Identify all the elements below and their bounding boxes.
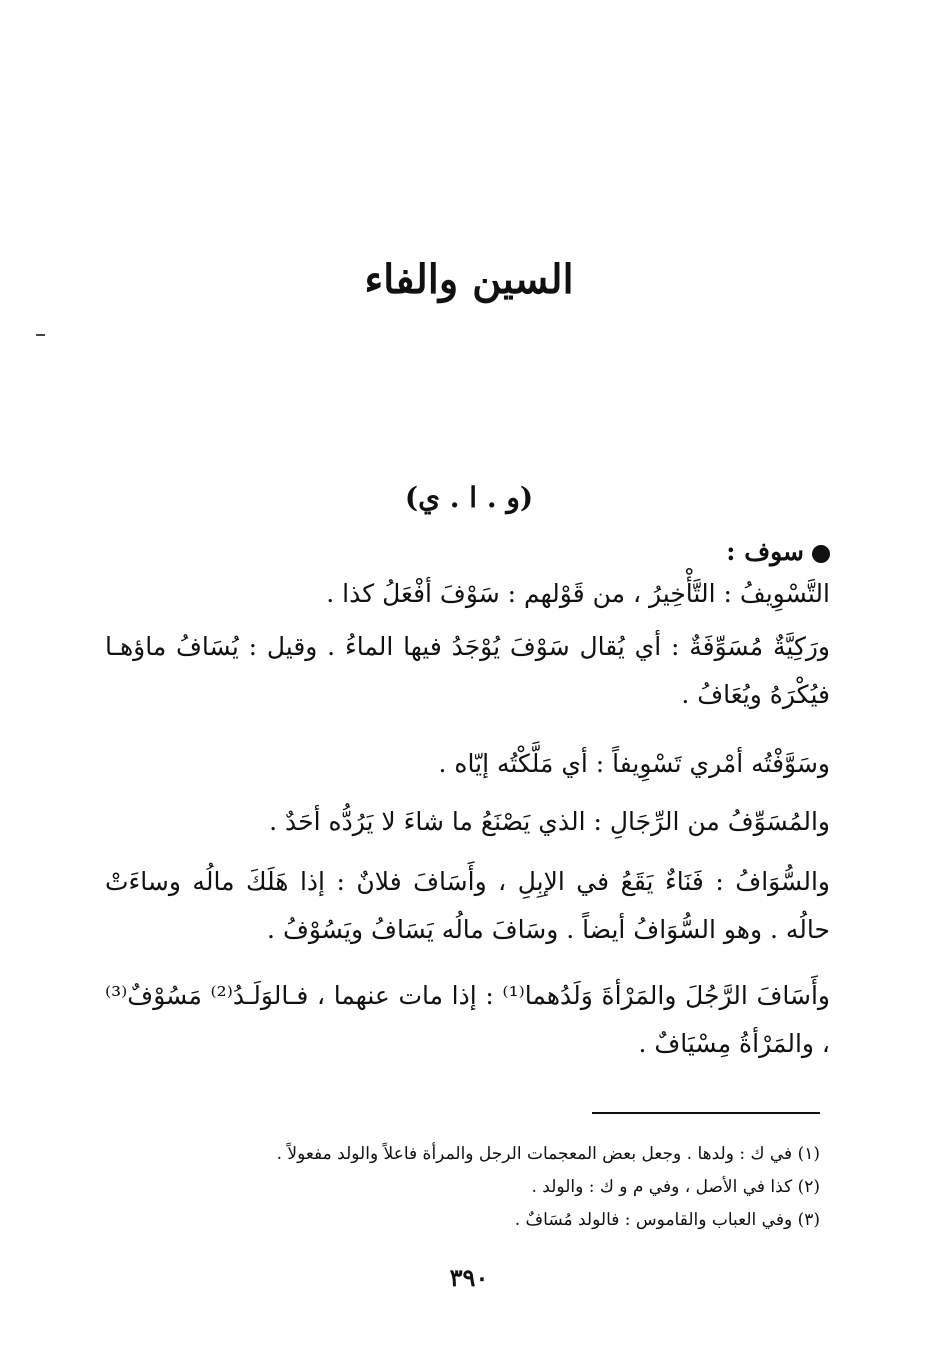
- paragraph: وأَسَافَ الرَّجُلَ والمَرْأةَ وَلَدُهما⁽¹⁾ : إذا مات عنهما ، فـالوَلَـدُ⁽²⁾ مَسُوْفٌ⁽³⁾ ، والمَرْأةُ مِسْيَافٌ .: [105, 981, 830, 1058]
- scan-speck: [36, 334, 45, 336]
- footnote: (٣) وفي العباب والقاموس : فالولد مُسَافٌ .: [514, 1210, 820, 1230]
- paragraph: وسَوَّفْتُه أمْري تَسْوِيفاً : أي مَلَّكْتُه إيّاه .: [438, 749, 830, 778]
- footnotes: [120, 1138, 820, 1237]
- footnote-divider: [592, 1112, 820, 1114]
- bullet-icon: [812, 545, 830, 563]
- root-heading: (و . ا . ي): [404, 481, 534, 514]
- footnote: (٢) كذا في الأصل ، وفي م و ك : والولد .: [531, 1177, 820, 1197]
- page-number: ٣٩٠: [449, 1263, 489, 1292]
- paragraph: التَّسْوِيفُ : التَّأْخِيرُ ، من قَوْلهم : سَوْفَ أفْعَلُ كذا .: [326, 579, 830, 608]
- entry-head-text: سوف :: [726, 537, 804, 566]
- paragraph: ورَكِيَّةٌ مُسَوِّفَةٌ : أي يُقال سَوْفَ يُوْجَدُ فيها الماءُ . وقيل : يُسَافُ ماؤهـا فيُكْرَهُ ويُعَافُ .: [105, 632, 830, 709]
- chapter-title: السين والفاء: [364, 256, 574, 303]
- footnote: (١) في ك : ولدها . وجعل بعض المعجمات الرجل والمرأة فاعلاً والولد مفعولاً .: [276, 1144, 820, 1164]
- entry-heading: [105, 528, 830, 576]
- paragraph: والسُّوَافُ : فَنَاءٌ يَقَعُ في الإبِلِ ، وأَسَافَ فلانٌ : إذا هَلَكَ مالُه وساءَتْ حالُه . وهو السُّوَافُ أيضاً . وسَافَ مالُه يَسَافُ ويَسُوْفُ .: [105, 867, 830, 944]
- paragraph: والمُسَوِّفُ من الرِّجَالِ : الذي يَصْنَعُ ما شاءَ لا يَرُدُّه أحَدٌ .: [269, 807, 830, 836]
